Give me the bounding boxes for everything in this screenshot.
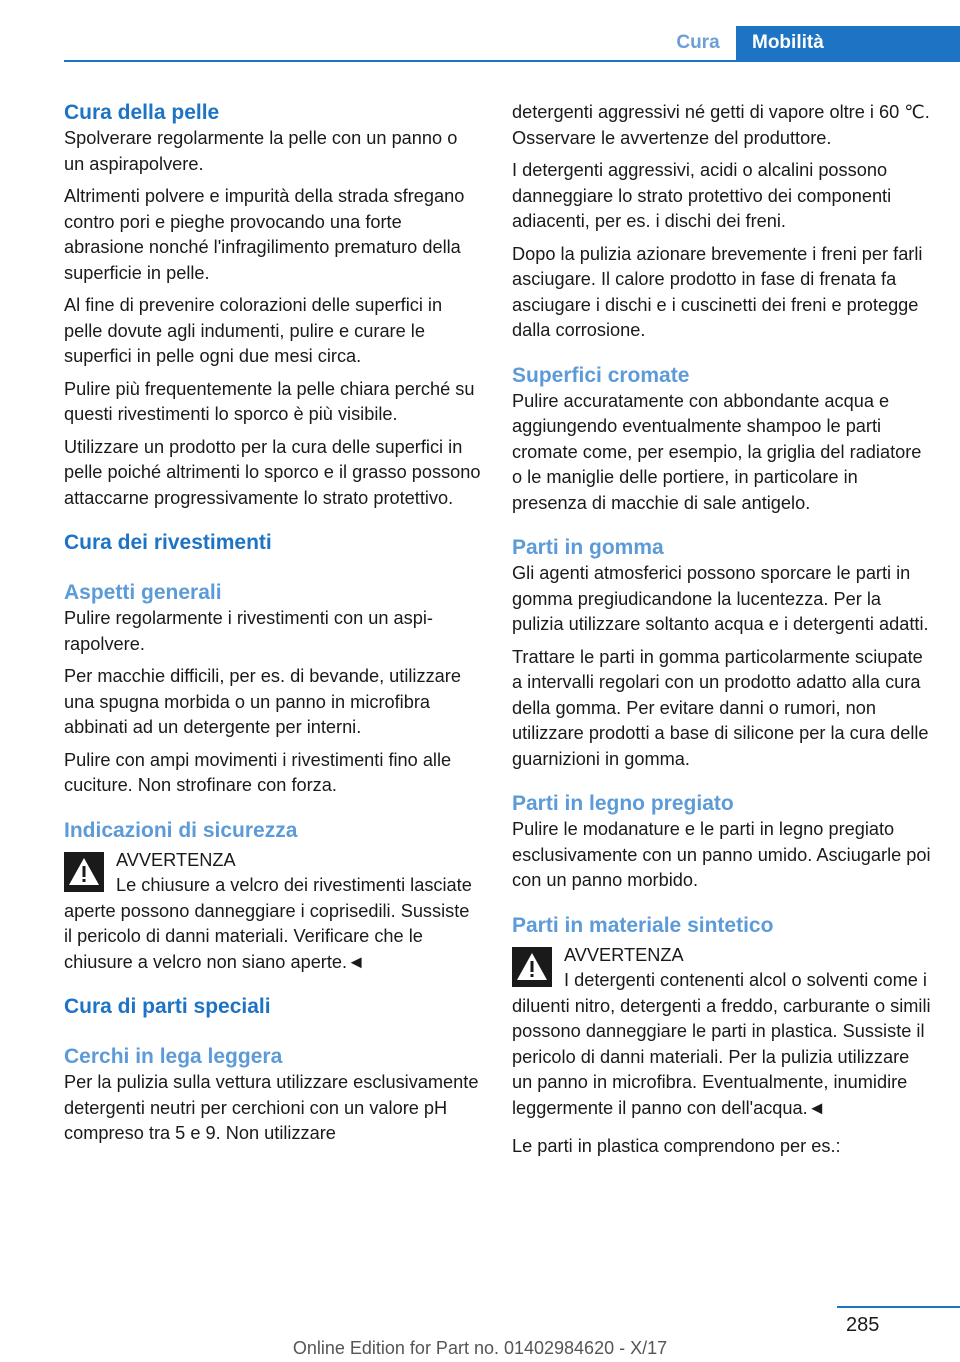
tab-mobilita[interactable]: Mobilità bbox=[736, 26, 960, 62]
heading-aspetti-generali: Aspetti generali bbox=[64, 581, 222, 604]
heading-parti-legno: Parti in legno pregiato bbox=[512, 792, 734, 815]
paragraph: Per la pulizia sulla vettura utilizzare esclusivamente detergenti neutri per cerchioni con un valore pH compreso tra 5 e 9. Non utilizzare bbox=[64, 1072, 479, 1143]
paragraph: Le parti in plastica comprendono per es.: bbox=[512, 1136, 841, 1156]
heading-parti-sintetico: Parti in materiale sintetico bbox=[512, 913, 774, 937]
warning-text: Le chiusure a velcro dei rivestimenti lasciate aperte possono danneggiare i coprisedili. Sussiste il pericolo di danni materiali. Verificare che le chiusure a velcro non siano aperte.◄ bbox=[64, 875, 472, 972]
warning-title: AVVERTENZA bbox=[564, 944, 684, 965]
paragraph: Dopo la pulizia azionare brevemente i freni per farli asciugare. Il calore prodotto in fase di frenata fa asciugare i dischi e i cuscinetti dei freni e protegge dalla corrosione. bbox=[512, 243, 923, 340]
heading-cura-pelle: Cura della pelle bbox=[64, 101, 220, 124]
paragraph: I detergenti aggressivi, acidi o alcalini possono danneggiare lo strato protettivo dei componenti adiacenti, per es. i dischi dei freni. bbox=[512, 160, 892, 231]
heading-superfici-cromate: Superfici cromate bbox=[512, 363, 690, 387]
warning-box bbox=[64, 848, 482, 976]
paragraph: Per macchie difficili, per es. di bevande, utilizzare una spugna morbida o un panno in microfibra abbinati ad un detergente per interni. bbox=[64, 666, 461, 737]
heading-cerchi-lega: Cerchi in lega leggera bbox=[64, 1045, 283, 1068]
heading-cura-parti-speciali: Cura di parti speciali bbox=[64, 995, 271, 1018]
heading-indicazioni-sicurezza: Indicazioni di sicurezza bbox=[64, 818, 298, 842]
paragraph: Pulire regolarmente i rivestimenti con un aspirapolvere. bbox=[64, 608, 433, 654]
heading-cura-rivestimenti: Cura dei rivestimenti bbox=[64, 531, 272, 554]
footer-edition: Online Edition for Part no. 01402984620 - X/17 bbox=[292, 1338, 668, 1358]
paragraph: Pulire accuratamente con abbondante acqua e aggiungendo eventualmente shampoo le parti cromate come, per esempio, la griglia del radiatore o le maniglie delle portiere, in particolare in presenza di macchie di sale antigelo. bbox=[512, 390, 922, 513]
paragraph: Utilizzare un prodotto per la cura delle superfici in pelle poiché altrimenti lo sporco e il grasso possono attaccarne progressivamente lo strato protettivo. bbox=[64, 436, 481, 508]
paragraph: Pulire con ampi movimenti i rivestimenti fino alle cuciture. Non strofinare con forza. bbox=[64, 749, 452, 795]
page-number: 285 bbox=[846, 1314, 880, 1336]
paragraph: Spolverare regolarmente la pelle con un panno o un aspirapolvere. bbox=[64, 128, 458, 174]
heading-parti-gomma: Parti in gomma bbox=[512, 536, 664, 559]
paragraph: Al fine di prevenire colorazioni delle superfici in pelle dovute agli indumenti, pulire e curare le superfici in pelle ogni due mesi circa. bbox=[64, 295, 443, 366]
page-number-rule bbox=[837, 1306, 960, 1308]
paragraph: detergenti aggressivi né getti di vapore oltre i 60 ℃. Osservare le avvertenze del produttore. bbox=[512, 102, 930, 148]
paragraph: Pulire più frequentemente la pelle chiara perché su questi rivestimenti lo sporco è più visibile. bbox=[64, 378, 475, 424]
warning-title: AVVERTENZA bbox=[116, 849, 236, 870]
right-column bbox=[512, 100, 932, 1167]
paragraph: Trattare le parti in gomma particolarmente sciupate a intervalli regolari con un prodotto adatto alla cura della gomma. Per evitare danni o rumori, non utilizzare prodotti a base di silicone per la cura delle guarnizioni in gomma. bbox=[512, 646, 929, 769]
warning-icon bbox=[512, 947, 552, 987]
paragraph: Pulire le modanature e le parti in legno pregiato esclusivamente con un panno umido. Asciugarle poi con un panno morbido. bbox=[512, 819, 931, 890]
paragraph: Altrimenti polvere e impurità della strada sfregano contro pori e pieghe provocando una forte abrasione nonché l'infragilimento prematuro della superficie in pelle. bbox=[64, 186, 465, 283]
tab-cura[interactable]: Cura bbox=[676, 32, 720, 53]
left-column bbox=[64, 100, 482, 1154]
warning-icon bbox=[64, 852, 104, 892]
warning-box bbox=[512, 943, 932, 1122]
warning-text: I detergenti contenenti alcol o solventi come i diluenti nitro, detergenti a freddo, carburante o simili possono danneggiare le parti in plastica. Sussiste il pericolo di danni materiali. Per la pulizia utilizzare un panno in microfibra. Eventualmente, inumidire leggermente il panno con dell'acqua.◄ bbox=[512, 970, 931, 1118]
paragraph: Gli agenti atmosferici possono sporcare le parti in gomma pregiudicandone la lucentezza. Per la pulizia utilizzare soltanto acqua e i detergenti adatti. bbox=[512, 563, 929, 634]
